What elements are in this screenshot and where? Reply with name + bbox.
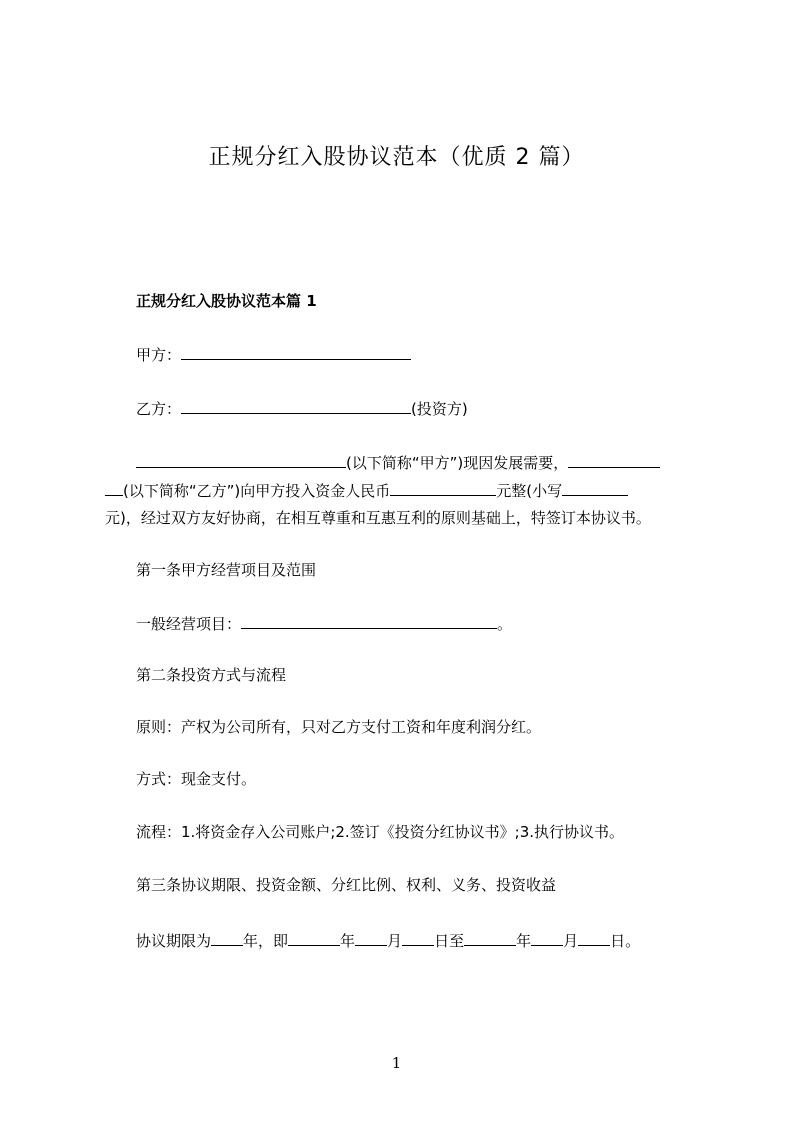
intro-lowercase-blank	[562, 479, 628, 496]
term-line	[136, 929, 640, 952]
party-b-label: 乙方：	[136, 400, 182, 418]
intro-text-1: (以下简称“甲方”)现因发展需要，	[346, 454, 569, 472]
term-text-7: 月	[563, 932, 579, 950]
intro-line-2	[105, 479, 701, 502]
party-b-line	[136, 397, 468, 420]
business-label: 一般经营项目：	[136, 615, 242, 633]
term-years-blank	[211, 929, 243, 946]
business-blank	[241, 612, 497, 629]
principle-line: 原则：产权为公司所有，只对乙方支付工资和年度利润分红。	[136, 718, 542, 736]
party-a-blank	[181, 343, 411, 360]
intro-blank-2	[568, 451, 660, 468]
page-number: 1	[391, 1054, 402, 1072]
end-year-blank	[464, 929, 516, 946]
intro-text-2b: 元整(小写	[496, 482, 563, 500]
term-text-4: 月	[387, 932, 403, 950]
term-text-3: 年	[340, 932, 356, 950]
article-3-heading: 第三条协议期限、投资金额、分红比例、权利、义务、投资收益	[136, 876, 557, 894]
end-day-blank	[578, 929, 610, 946]
party-b-suffix: (投资方)	[411, 400, 468, 418]
section-heading: 正规分红入股协议范本篇 1	[136, 292, 317, 310]
party-a-label: 甲方：	[136, 346, 182, 364]
term-text-1: 协议期限为	[136, 932, 212, 950]
party-a-line	[136, 343, 411, 366]
article-1-heading: 第一条甲方经营项目及范围	[136, 561, 317, 579]
intro-blank-3	[105, 479, 123, 496]
term-text-5: 日至	[434, 932, 465, 950]
process-line: 流程：1.将资金存入公司账户;2.签订《投资分红协议书》;3.执行协议书。	[136, 823, 625, 841]
intro-blank-1	[136, 451, 346, 468]
start-year-blank	[288, 929, 340, 946]
start-day-blank	[402, 929, 434, 946]
document-title: 正规分红入股协议范本（优质 2 篇）	[208, 145, 585, 170]
business-scope-line	[136, 612, 512, 635]
business-end: 。	[497, 615, 513, 633]
article-2-heading: 第二条投资方式与流程	[136, 666, 287, 684]
intro-line-3: 元)，经过双方友好协商，在相互尊重和互惠互利的原则基础上，特签订本协议书。	[105, 509, 651, 527]
start-month-blank	[355, 929, 387, 946]
method-line: 方式：现金支付。	[136, 770, 257, 788]
end-month-blank	[531, 929, 563, 946]
intro-amount-blank	[390, 479, 496, 496]
term-text-6: 年	[516, 932, 532, 950]
term-text-8: 日。	[610, 932, 641, 950]
intro-text-2a: (以下简称“乙方”)向甲方投入资金人民币	[123, 482, 391, 500]
party-b-blank	[181, 397, 411, 414]
term-text-2: 年，即	[243, 932, 289, 950]
intro-line-1	[136, 451, 660, 474]
